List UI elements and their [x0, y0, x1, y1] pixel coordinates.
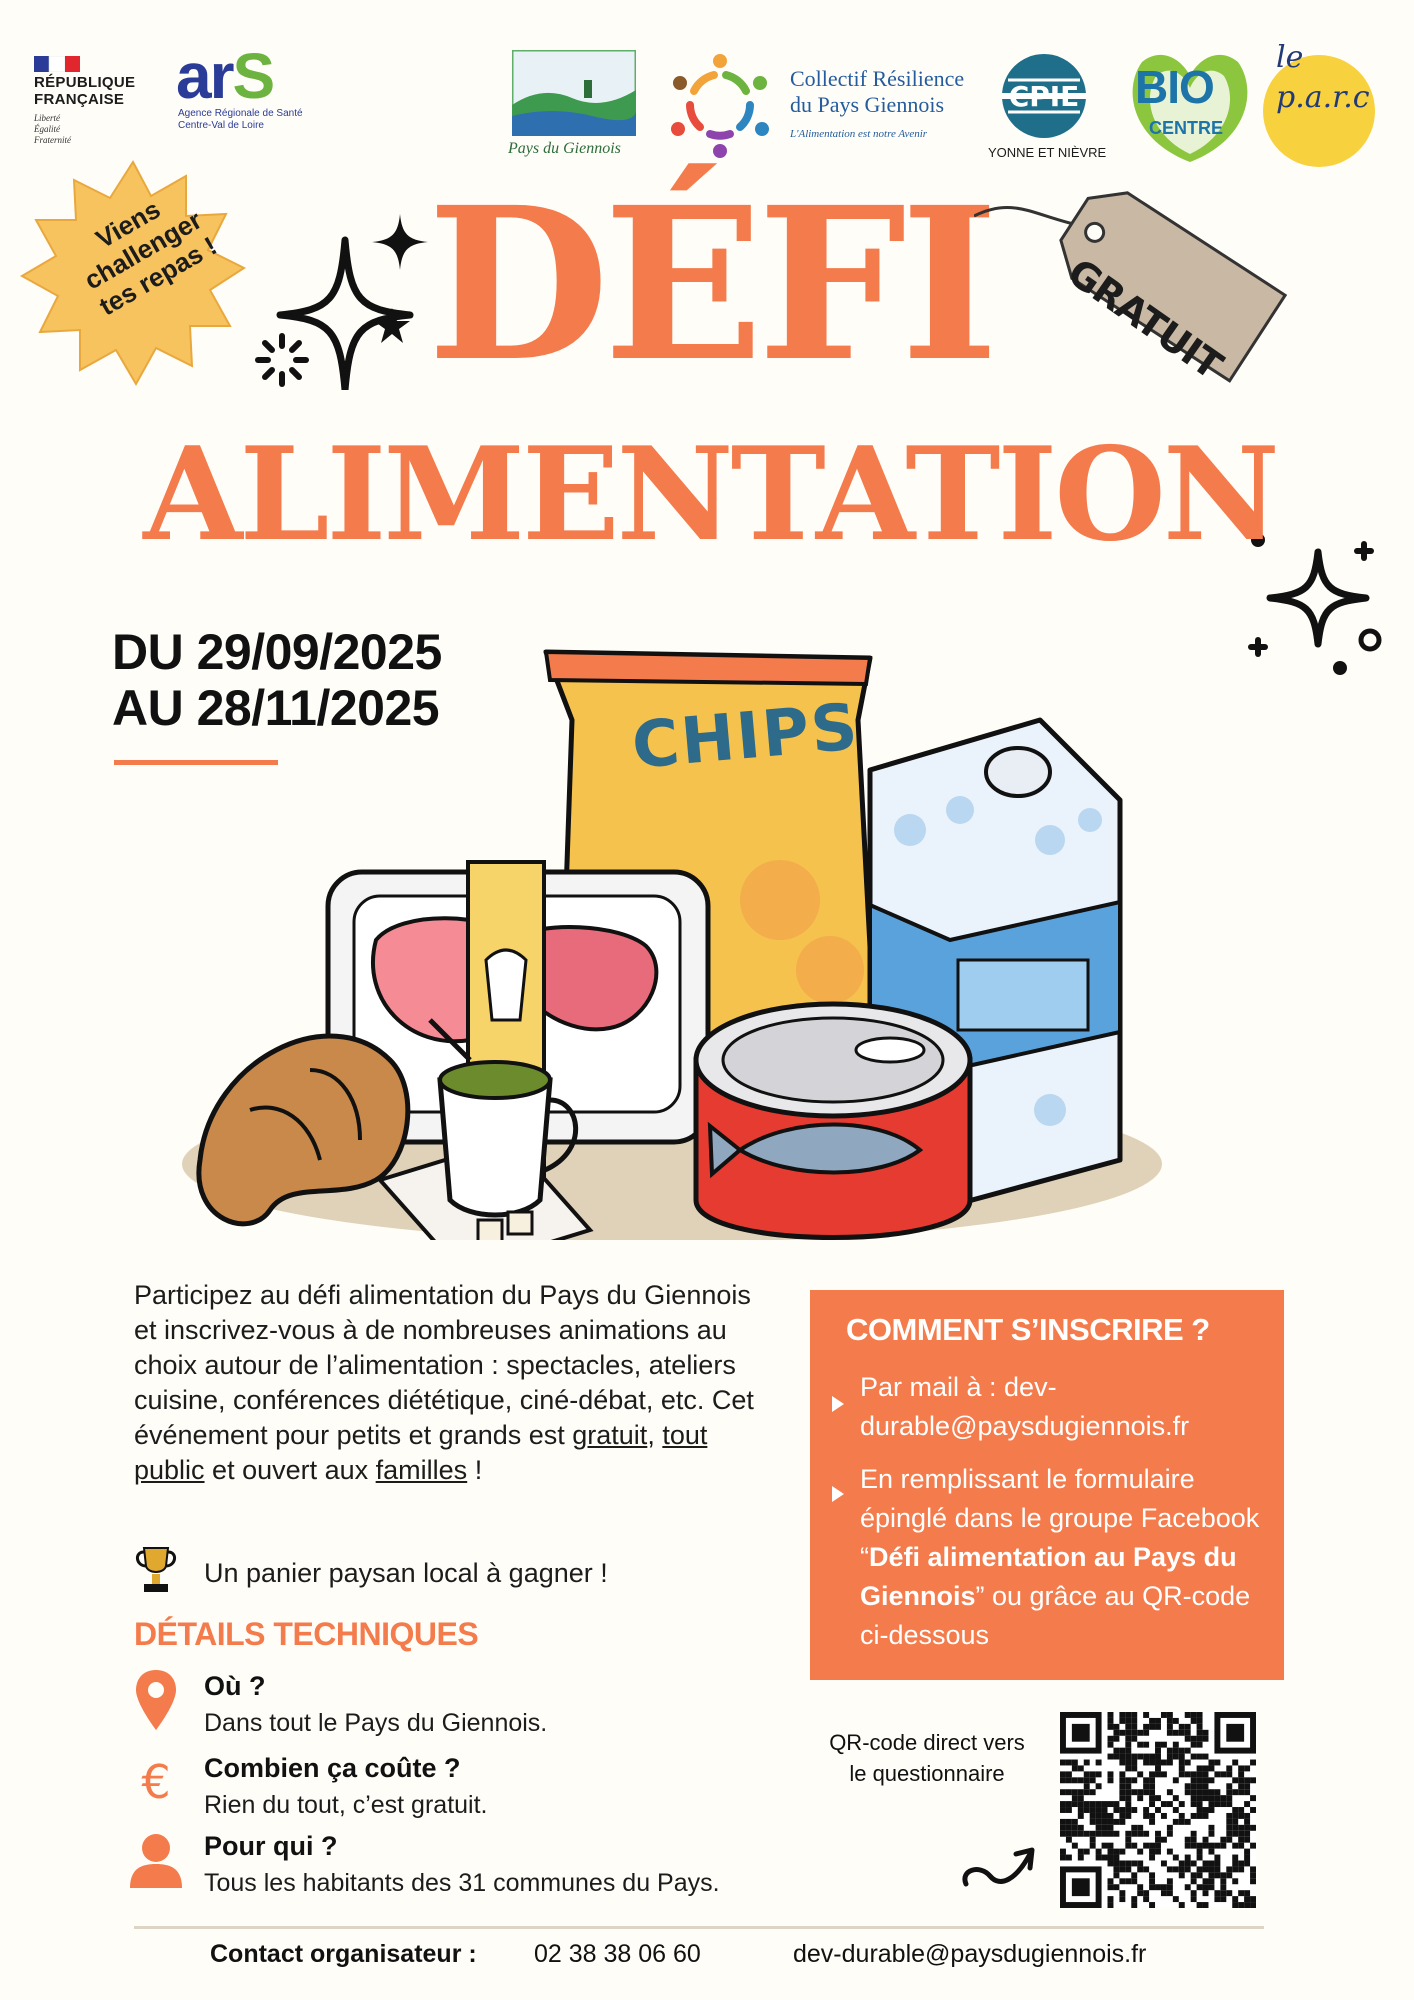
signup-form-text: En remplissant le formulaire épinglé dans le groupe Facebook “: [860, 1464, 1260, 1572]
cpie-globe-icon: [1000, 52, 1088, 140]
signup-title: COMMENT S’INSCRIRE ?: [846, 1312, 1210, 1347]
link-tout-public[interactable]: tout public: [134, 1420, 708, 1485]
pays-name: Pays du Giennois: [508, 140, 621, 157]
svg-text:€: €: [141, 1756, 171, 1808]
intro-middle: et ouvert aux: [204, 1455, 376, 1485]
signup-by-mail[interactable]: Par mail à : dev-durable@paysdugiennois.fr: [860, 1372, 1190, 1441]
signup-form-end: ” ou grâce au QR-code ci-dessous: [860, 1581, 1251, 1650]
bullet-arrow-icon: [832, 1486, 844, 1502]
intro-sep: ,: [647, 1420, 663, 1450]
qr-caption: QR-code direct vers le questionnaire: [829, 1730, 1025, 1786]
qr-code[interactable]: [1060, 1712, 1256, 1908]
curved-arrow-icon: [960, 1840, 1040, 1896]
ars-word-s: S: [232, 40, 274, 112]
republique-name: RÉPUBLIQUE FRANÇAISE: [34, 74, 136, 108]
burst-icon: [254, 332, 310, 388]
link-gratuit[interactable]: gratuit: [572, 1420, 648, 1450]
people-circle-icon: [660, 50, 780, 160]
detail-who-question: Pour qui ?: [204, 1831, 338, 1861]
intro-end: !: [467, 1455, 483, 1485]
landscape-icon: [512, 50, 636, 136]
intro-paragraph: [134, 1278, 754, 1488]
parc-word: le p.a.r.c: [1276, 40, 1370, 115]
euro-icon: [134, 1756, 178, 1808]
cpie-subtitle: YONNE ET NIÈVRE: [988, 145, 1107, 160]
date-to: AU 28/11/2025: [112, 680, 440, 736]
link-familles[interactable]: familles: [375, 1455, 468, 1485]
location-pin-icon: [134, 1668, 178, 1732]
ars-word-ar: ar: [176, 40, 233, 112]
chips-label: CHIPS: [629, 690, 863, 784]
intro-text: Participez au défi alimentation du Pays du Giennois et inscrivez-vous à de nombreuses animations au choix autour de l’alimentation : spectacles, ateliers cuisine, conférences diététique, ciné-débat, etc. Cet événement pour petits et grands est: [134, 1280, 754, 1450]
bio-subtitle: CENTRE: [1149, 118, 1224, 138]
prize-text: Un panier paysan local à gagner !: [204, 1558, 608, 1588]
flag-icon: [34, 56, 80, 72]
facebook-group-name[interactable]: Défi alimentation au Pays du Giennois: [860, 1542, 1237, 1611]
details-title: DÉTAILS TECHNIQUES: [134, 1616, 479, 1652]
detail-who-answer: Tous les habitants des 31 communes du Pays.: [204, 1869, 720, 1897]
detail-cost-question: Combien ça coûte ?: [204, 1753, 461, 1783]
title-defi: DÉFI: [427, 161, 993, 408]
footer-divider: [134, 1926, 1264, 1929]
contact-label: Contact organisateur :: [210, 1940, 477, 1968]
republique-motto: Liberté Égalité Fraternité: [34, 113, 71, 145]
badge-text: Viens challenger tes repas !: [79, 193, 222, 322]
collectif-tagline: L'Alimentation est notre Avenir: [790, 128, 928, 140]
detail-cost-answer: Rien du tout, c’est gratuit.: [204, 1791, 488, 1819]
collectif-name: Collectif Résilience du Pays Giennois: [790, 66, 965, 117]
ars-subtitle: Agence Régionale de Santé Centre-Val de Loire: [178, 108, 303, 131]
detail-where-question: Où ?: [204, 1671, 266, 1701]
cpie-word: CPIE: [1008, 80, 1080, 113]
bullet-arrow-icon: [832, 1396, 844, 1412]
person-icon: [128, 1832, 184, 1890]
bio-word: BIO: [1135, 61, 1214, 113]
signup-by-form: [860, 1460, 1268, 1655]
detail-where-answer: Dans tout le Pays du Giennois.: [204, 1709, 548, 1737]
title-alimentation: ALIMENTATION: [143, 420, 1277, 570]
price-tag-text: GRATUIT: [1059, 250, 1230, 388]
contact-email[interactable]: dev-durable@paysdugiennois.fr: [793, 1940, 1147, 1968]
trophy-icon: [134, 1544, 178, 1596]
date-from: DU 29/09/2025: [112, 624, 442, 680]
contact-phone[interactable]: 02 38 38 06 60: [534, 1940, 701, 1968]
